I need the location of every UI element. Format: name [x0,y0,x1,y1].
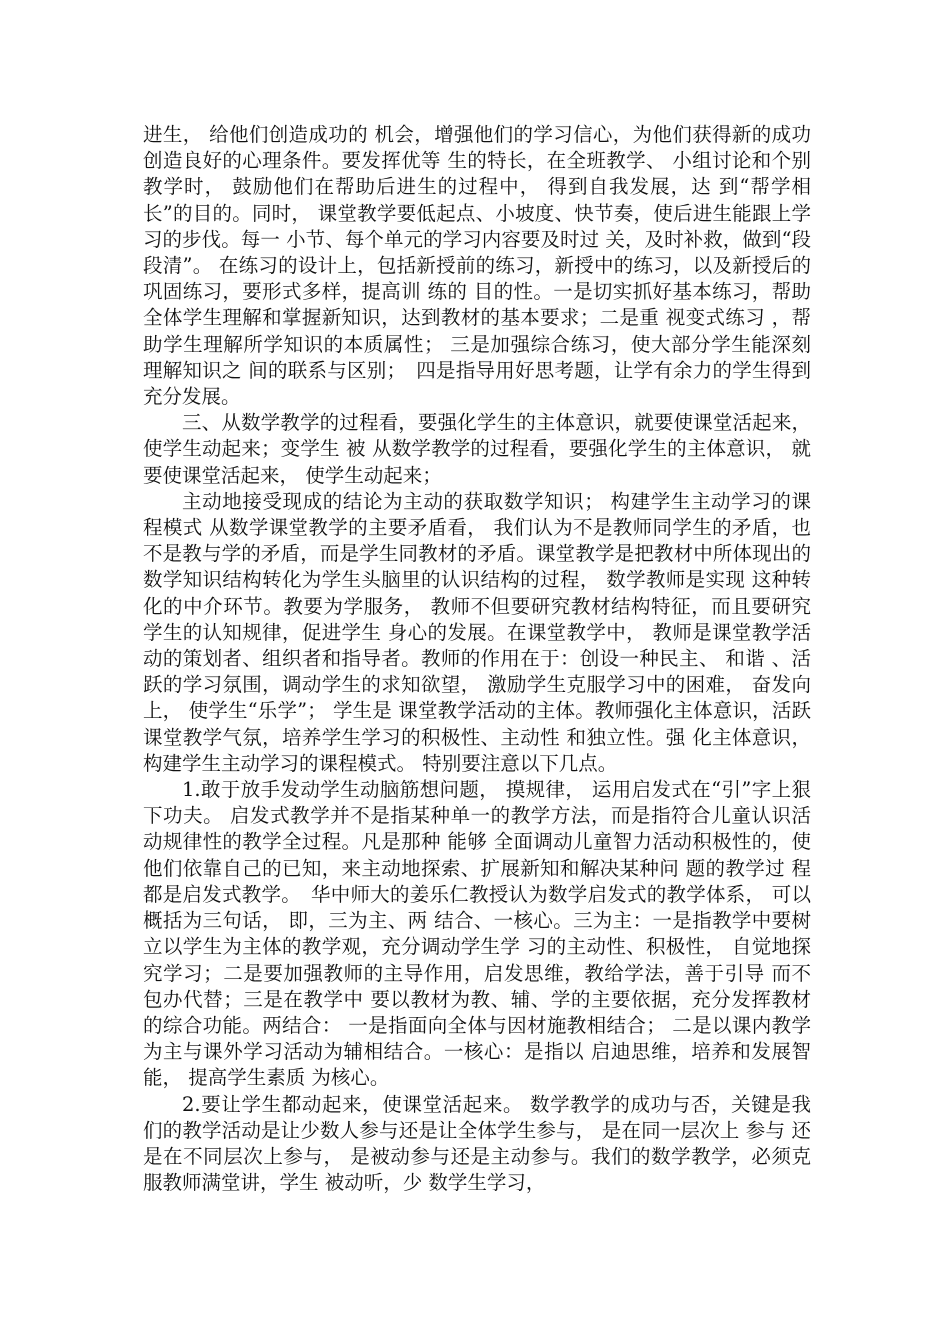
paragraph-4: 1.敢于放手发动学生动脑筋想问题， 摸规律， 运用启发式在“引”字上狠下功夫。 启发式教学并不是指某种单一的教学方法，而是指符合儿童认识活动规律性的教学全过程。凡是那种 能够 全面调动儿童智力活动积极性的，使他们依靠自己的已知，来主动地探索、扩展新知和解决某种问 题的教学过 程都是启发式教学。 华中师大的姜乐仁教授认为数学启发式的教学体系， 可以概括为三句话， 即，三为主、两 结合、一核心。三为主：一是指教学中要树立以学生为主体的教学观，充分调动学生学 习的主动性、积极性， 自觉地探究学习；二是要加强教师的主导作用，启发思维，教给学法，善于引导 而不包办代替；三是在教学中 要以教材为教、辅、学的主要依据，充分发挥教材的综合功能。两结合： 一是指面向全体与因材施教相结合； 二是以课内教学为主与课外学习活动为辅相结合。一核心：是指以 启迪思维，培养和发展智能， 提高学生素质 为核心。 [143,778,811,1090]
paragraph-3: 主动地接受现成的结论为主动的获取数学知识； 构建学生主动学习的课程模式 从数学课堂教学的主要矛盾看， 我们认为不是教师同学生的矛盾，也不是教与学的矛盾，而是学生同教材的矛盾。课堂教学是把教材中所体现出的数学知识结构转化为学生头脑里的认识结构的过程， 数学教师是实现 这种转化的中介环节。教要为学服务， 教师不但要研究教材结构特征，而且要研究学生的认知规律，促进学生 身心的发展。在课堂教学中， 教师是课堂教学活动的策划者、组织者和指导者。教师的作用在于：创设一种民主、 和谐 、活跃的学习氛围，调动学生的求知欲望， 激励学生克服学习中的困难， 奋发向上， 使学生“乐学”； 学生是 课堂教学活动的主体。教师强化主体意识，活跃课堂教学气氛，培养学生学习的积极性、主动性 和独立性。强 化主体意识，构建学生主动学习的课程模式。 特别要注意以下几点。 [143,489,811,775]
paragraph-2: 三、从数学教学的过程看，要强化学生的主体意识，就要使课堂活起来，使学生动起来；变学生 被 从数学教学的过程看，要强化学生的主体意识， 就要使课堂活起来， 使学生动起来； [143,411,811,487]
paragraph-5: 2.要让学生都动起来，使课堂活起来。 数学教学的成功与否，关键是我们的教学活动是让少数人参与还是让全体学生参与， 是在同一层次上 参与 还是在不同层次上参与， 是被动参与还是主动参与。我们的数学教学，必须克服教师满堂讲，学生 被动听，少 数学生学习， [143,1092,811,1195]
document-page [143,122,811,1196]
paragraph-1: 进生， 给他们创造成功的 机会，增强他们的学习信心，为他们获得新的成功创造良好的心理条件。要发挥优等 生的特长，在全班教学、 小组讨论和个别教学时， 鼓励他们在帮助后进生的过程中， 得到自我发展，达 到“帮学相长”的目的。同时， 课堂教学要低起点、小坡度、快节奏，使后进生能跟上学习的步伐。每一 小节、每个单元的学习内容要及时过 关，及时补救，做到“段段清”。 在练习的设计上，包括新授前的练习，新授中的练习，以及新授后的巩固练习，要形式多样，提高训 练的 目的性。一是切实抓好基本练习，帮助全体学生理解和掌握新知识，达到教材的基本要求；二是重 视变式练习 ，帮助学生理解所学知识的本质属性； 三是加强综合练习，使大部分学生能深刻理解知识之 间的联系与区别； 四是指导用好思考题，让学有余力的学生得到充分发展。 [143,123,811,409]
